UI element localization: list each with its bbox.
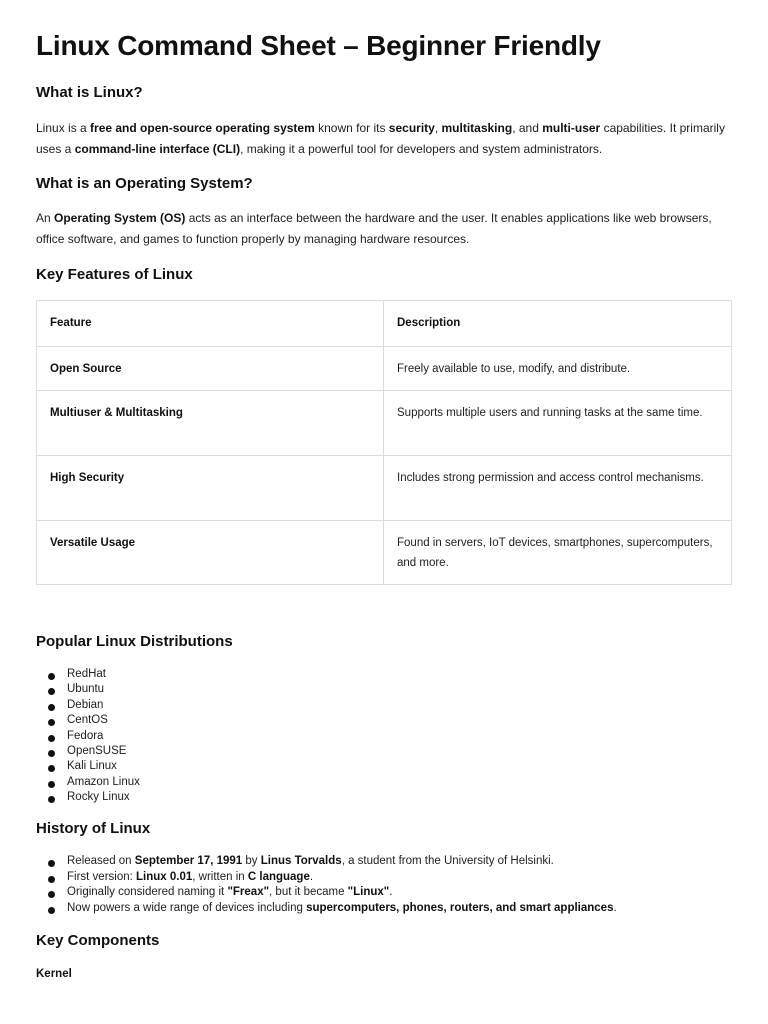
table-row <box>37 391 732 456</box>
list-item: Fedora <box>36 729 140 744</box>
heading-what-is-os: What is an Operating System? <box>36 175 253 192</box>
heading-what-is-linux: What is Linux? <box>36 84 143 101</box>
table-row <box>37 347 732 391</box>
list-item: OpenSUSE <box>36 744 140 759</box>
list-item: Ubuntu <box>36 682 140 697</box>
column-header-description: Description <box>384 301 732 347</box>
heading-key-features: Key Features of Linux <box>36 266 193 283</box>
list-item: Kali Linux <box>36 759 140 774</box>
heading-key-components: Key Components <box>36 932 160 949</box>
list-item: Rocky Linux <box>36 790 140 805</box>
heading-history: History of Linux <box>36 820 151 837</box>
feature-cell: Multiuser & Multitasking <box>37 391 384 456</box>
list-item: Debian <box>36 698 140 713</box>
list-item: Amazon Linux <box>36 775 140 790</box>
table-row <box>37 456 732 521</box>
list-item: RedHat <box>36 667 140 682</box>
list-item: Now powers a wide range of devices including supercomputers, phones, routers, and smart appliances. <box>36 901 617 917</box>
column-header-feature: Feature <box>37 301 384 347</box>
list-item: First version: Linux 0.01, written in C language. <box>36 870 617 886</box>
list-item: Originally considered naming it "Freax", but it became "Linux". <box>36 885 617 901</box>
list-item: CentOS <box>36 713 140 728</box>
description-cell: Supports multiple users and running tasks at the same time. <box>384 391 732 456</box>
table-row <box>37 521 732 585</box>
heading-distributions: Popular Linux Distributions <box>36 633 233 650</box>
feature-cell: High Security <box>37 456 384 521</box>
subheading-kernel: Kernel <box>36 968 72 980</box>
feature-cell: Versatile Usage <box>37 521 384 585</box>
history-list <box>36 854 617 916</box>
description-cell: Freely available to use, modify, and distribute. <box>384 347 732 391</box>
paragraph-what-is-os: An Operating System (OS) acts as an interface between the hardware and the user. It enables applications like web browsers, office software, and games to function properly by managing hardware resources. <box>36 211 712 246</box>
feature-cell: Open Source <box>37 347 384 391</box>
list-item: Released on September 17, 1991 by Linus Torvalds, a student from the University of Helsinki. <box>36 854 617 870</box>
description-cell: Includes strong permission and access control mechanisms. <box>384 456 732 521</box>
table-header-row <box>37 301 732 347</box>
paragraph-what-is-linux: Linux is a free and open-source operating system known for its security, multitasking, and multi-user capabilities. It primarily uses a command-line interface (CLI), making it a powerful tool for developers and system administrators. <box>36 121 725 156</box>
description-cell: Found in servers, IoT devices, smartphones, supercomputers, and more. <box>384 521 732 585</box>
distributions-list <box>36 667 140 806</box>
features-table <box>36 300 732 585</box>
page-title: Linux Command Sheet – Beginner Friendly <box>36 30 601 61</box>
